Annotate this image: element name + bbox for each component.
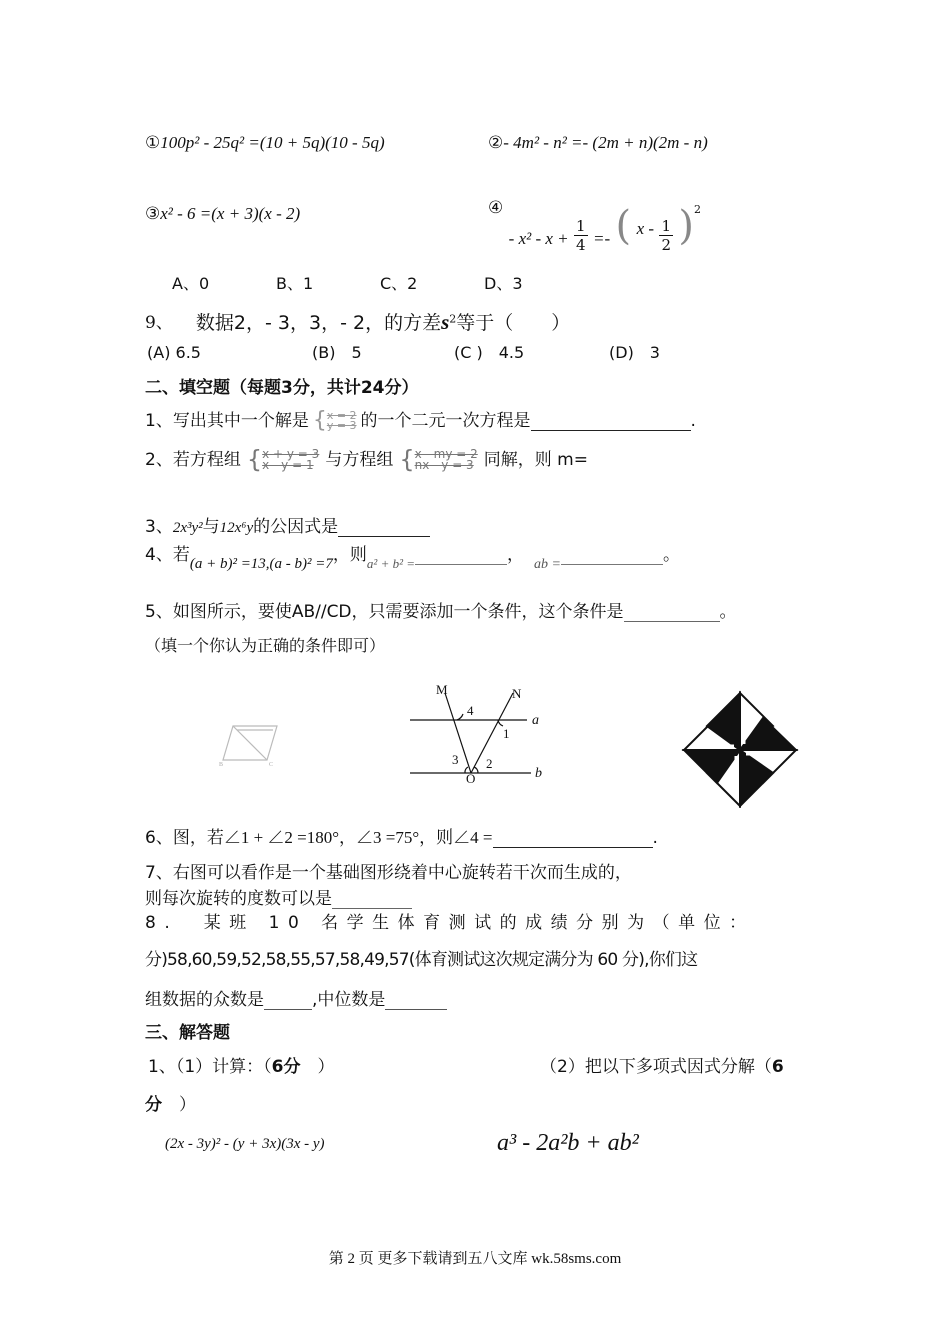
option-d[interactable]: D、3 — [484, 274, 523, 293]
system-equation: nx - y = 3 — [414, 458, 474, 472]
points: 6 — [771, 1057, 784, 1077]
option-c[interactable]: C、2 — [380, 274, 418, 293]
item-number: ① — [145, 133, 161, 153]
question-text: 数据2，- 3，3，- 2，的方差 — [195, 312, 442, 334]
s2-q7-line2 — [145, 884, 412, 909]
q8-options — [172, 271, 544, 294]
label-O: O — [466, 771, 476, 785]
question-text: 的公因式是 — [253, 517, 339, 537]
system-equation: x = 2 — [326, 409, 357, 422]
answer-blank[interactable] — [624, 605, 720, 622]
question-text: ,中位数是 — [312, 990, 386, 1010]
fraction-denominator: 4 — [576, 236, 586, 254]
punctuation: 。 — [719, 602, 737, 622]
math-expression: a² + b² = — [366, 556, 416, 571]
label-4: 4 — [467, 703, 474, 718]
parallel-lines-figure — [405, 680, 555, 785]
label-M: M — [436, 682, 448, 697]
q9-line — [145, 308, 570, 335]
question-text: 的一个二元一次方程是 — [360, 411, 531, 431]
question-text: 同解，则 m= — [483, 450, 588, 470]
question-text: 2、若方程组 — [145, 450, 241, 470]
option-c[interactable]: (C ) 4.5 — [454, 343, 525, 362]
question-text: 与 — [202, 517, 220, 537]
q9-options — [147, 340, 669, 363]
question-text: 5、如图所示，要使AB//CD，只需要添加一个条件，这个条件是 — [145, 602, 624, 622]
answer-blank[interactable] — [332, 892, 412, 909]
equation-system: { x = 2 y = 3 — [312, 408, 357, 433]
exponent: 2 — [694, 203, 701, 217]
svg-text:C: C — [269, 762, 274, 768]
svg-text:B: B — [219, 762, 224, 768]
option-b[interactable]: B、1 — [276, 274, 314, 293]
answer-blank[interactable] — [531, 414, 691, 431]
pinwheel-figure — [678, 688, 808, 808]
math-expression: 2x³y² — [172, 520, 203, 536]
math-expression: (2x - 3y)² - (y + 3x)(3x - y) — [165, 1136, 325, 1152]
answer-blank[interactable] — [264, 993, 312, 1010]
question-text: 组数据的众数是 — [145, 990, 264, 1010]
fraction — [659, 217, 673, 254]
question-text: 与方程组 — [325, 450, 394, 470]
option-b[interactable]: (B) 5 — [312, 343, 362, 362]
s2-q3 — [145, 512, 430, 537]
exponent: 2 — [449, 312, 457, 326]
fraction — [574, 217, 588, 254]
option-a[interactable]: (A) 6.5 — [147, 343, 201, 362]
label-2: 2 — [486, 756, 493, 771]
option-a[interactable]: A、0 — [172, 274, 210, 293]
s2-q5 — [145, 597, 737, 622]
section-title: 二、填空题（每题3分，共计24分） — [145, 378, 419, 398]
page-footer: 第 2 页 更多下载请到五八文库 wk.58sms.com — [328, 1251, 622, 1267]
question-text: （2）把以下多项式因式分解（ — [540, 1057, 772, 1077]
label-3: 3 — [452, 752, 459, 767]
s2-q4 — [145, 540, 680, 572]
q8-item-4 — [488, 198, 701, 254]
question-text: 3、 — [145, 517, 173, 537]
question-text: 1、（1）计算：（ — [148, 1057, 272, 1077]
q8-item-1 — [145, 133, 385, 153]
punctuation: 。 — [662, 545, 680, 565]
math-expression: - 4m² - n² =- (2m + n)(2m - n) — [503, 133, 708, 152]
answer-blank[interactable] — [415, 548, 507, 565]
question-text: 8. 某班 10 名学生体育测试的成绩分别为（单位： — [145, 913, 755, 933]
fraction-denominator: 2 — [661, 236, 671, 254]
parallelogram-figure — [215, 718, 285, 768]
question-text: 6、图，若 — [145, 828, 224, 848]
punctuation: ， — [507, 545, 525, 565]
answer-blank[interactable] — [338, 520, 430, 537]
variance-symbol: s — [441, 310, 450, 334]
system-equation: x - y = 1 — [262, 458, 314, 472]
math-expression: 100p² - 25q² =(10 + 5q)(10 - 5q) — [160, 133, 385, 152]
answer-blank[interactable] — [493, 831, 653, 848]
item-number: ④ — [488, 198, 504, 218]
label-1: 1 — [503, 726, 510, 741]
equation-system-1: { x + y = 3 x - y = 1 — [246, 445, 320, 474]
math-expression: (a + b)² =13,(a - b)² =7 — [189, 556, 333, 572]
left-paren: ( — [615, 203, 632, 249]
section-title: 三、解答题 — [145, 1023, 230, 1043]
answer-blank[interactable] — [561, 548, 663, 565]
question-note: （填一个你认为正确的条件即可） — [145, 636, 386, 655]
question-number: 9、 — [145, 313, 173, 333]
math-expression: a³ - 2a²b + ab² — [497, 1130, 639, 1156]
s3-q1-right-cont — [145, 1090, 196, 1115]
math-expression: 12x⁶y — [219, 520, 254, 536]
question-text: 分)58,60,59,52,58,55,57,58,49,57(体育测试这次规定满分为 60 分),你们这 — [145, 950, 698, 970]
question-text: ，则 — [332, 545, 367, 565]
math-expression: =- — [593, 229, 611, 248]
label-a: a — [532, 713, 539, 728]
points: 分 — [145, 1095, 162, 1115]
s2-q1 — [145, 406, 696, 431]
system-equation: x - my = 2 — [414, 447, 478, 461]
question-text: 等于（ ） — [456, 312, 571, 334]
question-text: 1、写出其中一个解是 — [145, 411, 309, 431]
s2-q6 — [145, 823, 658, 848]
label-N: N — [512, 686, 522, 701]
s2-q8-line3 — [145, 985, 447, 1010]
fraction-numerator: 1 — [661, 217, 671, 235]
right-paren: ) — [678, 203, 694, 249]
math-expression: x - — [636, 219, 655, 238]
math-expression: ∠1 + ∠2 =180°，∠3 =75°，则∠4 = — [223, 828, 493, 847]
question-text: 4、若 — [145, 545, 190, 565]
question-text: ） — [300, 1057, 335, 1077]
math-expression: x² - 6 =(x + 3)(x - 2) — [160, 204, 301, 223]
math-expression: ab = — [534, 557, 561, 572]
option-d[interactable]: (D) 3 — [609, 343, 660, 362]
q8-item-2 — [488, 133, 708, 153]
math-expression: - x² - x + — [508, 229, 569, 248]
item-number: ② — [488, 133, 504, 153]
system-equation: y = 3 — [326, 419, 357, 432]
q8-item-3 — [145, 204, 300, 224]
system-equation: x + y = 3 — [262, 447, 320, 461]
label-b: b — [535, 766, 542, 781]
fraction-numerator: 1 — [576, 217, 586, 235]
s2-q2 — [145, 445, 588, 474]
item-number: ③ — [145, 204, 161, 224]
question-text: ） — [162, 1095, 196, 1115]
punctuation: . — [652, 828, 658, 848]
question-text: 7、右图可以看作是一个基础图形绕着中心旋转若干次而生成的， — [145, 863, 632, 883]
s3-q1-left — [148, 1052, 334, 1077]
punctuation: . — [690, 411, 696, 431]
points: 6分 — [271, 1057, 301, 1077]
answer-blank[interactable] — [385, 993, 447, 1010]
question-text: 则每次旋转的度数可以是 — [145, 889, 332, 909]
equation-system-2: { x - my = 2 nx - y = 3 — [399, 445, 478, 474]
s3-q1-right — [540, 1052, 784, 1077]
